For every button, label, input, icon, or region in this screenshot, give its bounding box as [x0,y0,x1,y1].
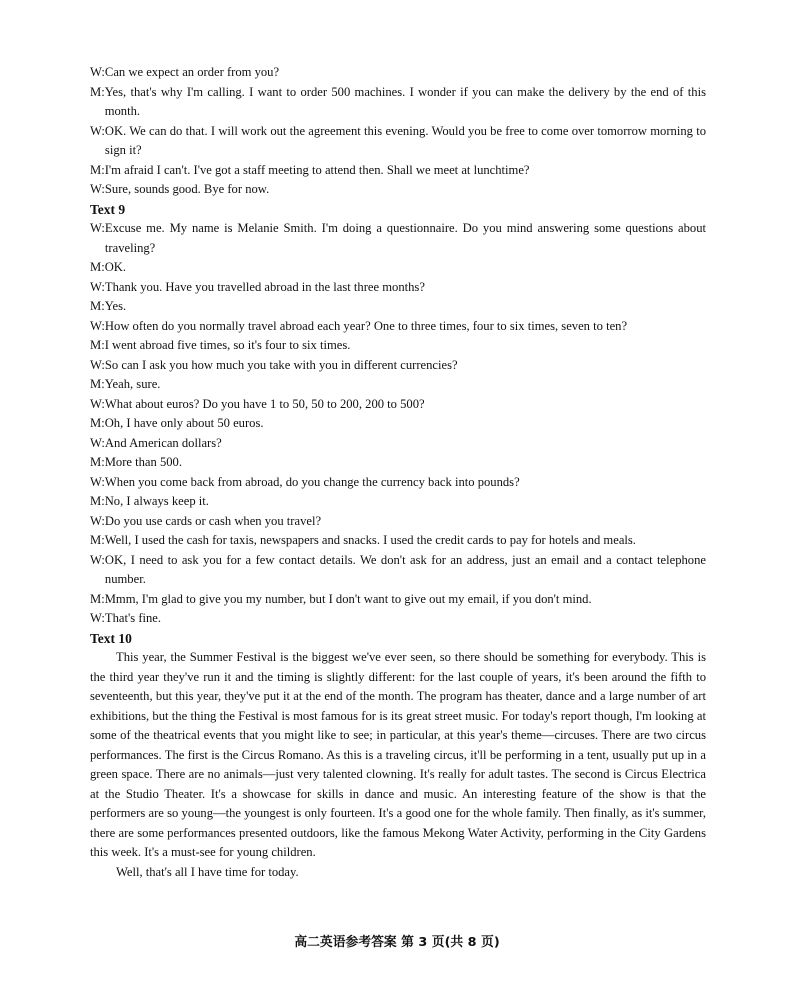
dialogue-line [90,83,706,122]
dialogue-line [90,356,706,376]
dialogue-line [90,609,706,629]
dialogue-text: Sure, sounds good. Bye for now. [104,182,270,196]
dialogue-text: Excuse me. My name is Melanie Smith. I'm doing a questionnaire. Do you mind answering some questions about traveling? [104,221,706,255]
dialogue-text9 [90,219,706,629]
speaker-label: W: [90,513,105,528]
dialogue-text: More than 500. [104,455,182,469]
dialogue-line [90,161,706,181]
speaker-label: W: [90,474,105,489]
dialogue-line [90,317,706,337]
speaker-label: W: [90,396,105,411]
text10-paragraph-2: Well, that's all I have time for today. [116,864,299,879]
speaker-label: W: [90,318,105,333]
speaker-label: M: [90,494,105,508]
dialogue-line [90,414,706,434]
text10-paragraph-1: This year, the Summer Festival is the biggest we've ever seen, so there should be something for everybody. This is the third year they've run it and the timing is slightly different: for the last couple of years, it's been around the fifth to seventeenth, but this year, they've put it at the end of the month. The program has theater, dance and a large number of art exhibitions, but the thing the Festival is most famous for is its great street music. For today's report though, I'm looking at some of the theatrical events that you might like to see; in particular, at this year's theme—circuses. There are two circus performances. The first is the Circus Romano. As this is a traveling circus, it'll be performing in a tent, usually put up in a green space. There are no animals—just very talented clowning. It's really for adult tastes. The second is Circus Electrica at the Studio Theater. It's a showcase for skills in dance and music. An interesting feature of the show is that the performers are so young—the youngest is only fourteen. It's a good one for the whole family. Then finally, as it's summer, there are some performances presented outdoors, like the famous Mekong Water Activity, performing in the City Gardens this week. It's a must-see for young children. [90,650,706,859]
dialogue-text: What about euros? Do you have 1 to 50, 50 to 200, 200 to 500? [104,396,425,411]
speaker-label: M: [90,591,105,606]
dialogue-text: That's fine. [104,611,162,625]
dialogue-text: OK. We can do that. I will work out the agreement this evening. Would you be free to come over tomorrow morning to sign it? [104,123,706,157]
dialogue-text8-end [90,63,706,200]
dialogue-text: OK, I need to ask you for a few contact details. We don't ask for an address, just an email and a contact telephone number. [104,552,706,586]
speaker-label: W: [90,357,105,372]
dialogue-text: I'm afraid I can't. I've got a staff meeting to attend then. Shall we meet at lunchtime? [104,162,530,177]
speaker-label: W: [90,182,105,196]
dialogue-line [90,278,706,298]
speaker-label: M: [90,84,105,99]
speaker-label: W: [90,221,105,235]
speaker-label: M: [90,416,105,430]
dialogue-line [90,531,706,551]
dialogue-line [90,512,706,532]
page-footer: 高二英语参考答案 第 3 页(共 8 页) [294,935,500,950]
speaker-label: M: [90,455,105,469]
dialogue-text: Can we expect an order from you? [104,65,280,79]
dialogue-line [90,219,706,258]
text9-heading: Text 9 [90,201,126,217]
dialogue-text: How often do you normally travel abroad each year? One to three times, four to six times, seven to ten? [104,318,628,333]
dialogue-text: Do you use cards or cash when you travel? [104,513,322,528]
page-content [90,63,706,882]
dialogue-text: Thank you. Have you travelled abroad in the last three months? [104,279,425,294]
dialogue-text: I went abroad five times, so it's four to six times. [104,338,351,352]
dialogue-line [90,551,706,590]
speaker-label: M: [90,377,105,391]
speaker-label: W: [90,435,105,450]
speaker-label: M: [90,162,105,177]
dialogue-text: OK. [104,260,127,274]
dialogue-line [90,473,706,493]
dialogue-text: No, I always keep it. [104,494,209,508]
dialogue-line [90,434,706,454]
dialogue-text: Yes. [104,299,127,313]
speaker-label: M: [90,299,105,313]
dialogue-text: Yeah, sure. [104,377,161,391]
speaker-label: W: [90,65,105,79]
dialogue-line [90,336,706,356]
dialogue-line [90,297,706,317]
speaker-label: M: [90,533,105,547]
speaker-label: W: [90,279,105,294]
dialogue-line [90,180,706,200]
dialogue-line [90,122,706,161]
dialogue-text: Well, I used the cash for taxis, newspapers and snacks. I used the credit cards to pay for hotels and meals. [104,533,636,547]
dialogue-line [90,395,706,415]
text10-heading: Text 10 [90,630,132,646]
dialogue-line [90,63,706,83]
speaker-label: W: [90,611,105,625]
speaker-label: W: [90,123,105,138]
dialogue-text: And American dollars? [104,435,222,450]
speaker-label: M: [90,260,105,274]
dialogue-line [90,590,706,610]
dialogue-line [90,375,706,395]
speaker-label: W: [90,552,105,567]
dialogue-line [90,258,706,278]
dialogue-text: Oh, I have only about 50 euros. [104,416,264,430]
dialogue-text: When you come back from abroad, do you change the currency back into pounds? [104,474,520,489]
dialogue-text: So can I ask you how much you take with you in different currencies? [104,357,458,372]
dialogue-text: Mmm, I'm glad to give you my number, but I don't want to give out my email, if you don't mind. [104,591,592,606]
dialogue-line [90,453,706,473]
dialogue-line [90,492,706,512]
speaker-label: M: [90,338,105,352]
dialogue-text: Yes, that's why I'm calling. I want to order 500 machines. I wonder if you can make the delivery by the end of this month. [104,84,706,118]
